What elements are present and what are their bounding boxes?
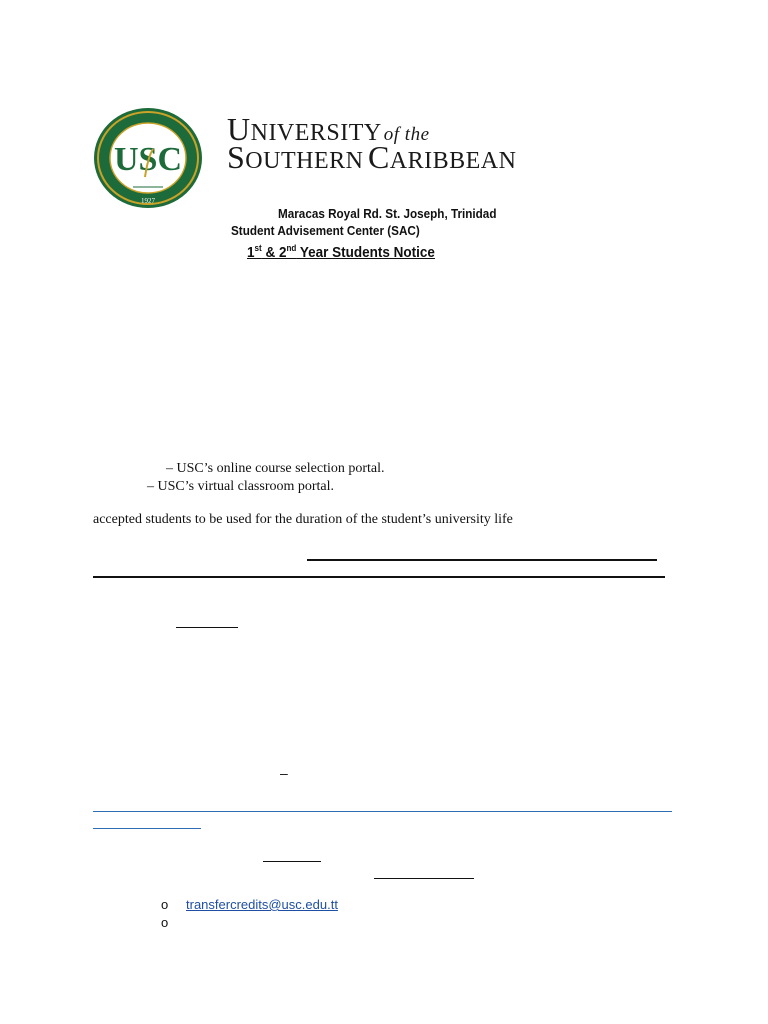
divider-rule-long (93, 576, 665, 578)
link-underline-continued[interactable] (93, 828, 201, 829)
divider-rule-short (307, 559, 657, 561)
dash-mark: – (280, 765, 288, 781)
bullet-marker: o (161, 915, 169, 930)
wordmark-line-1: UNIVERSITY of the (227, 111, 430, 147)
underline-fragment-3 (374, 878, 474, 879)
notice-title: 1st & 2nd Year Students Notice (247, 243, 435, 261)
seal-text: USC (113, 141, 183, 178)
underline-fragment (176, 627, 238, 628)
link-underline[interactable] (93, 811, 672, 812)
university-seal-logo (93, 107, 203, 209)
center-name: Student Advisement Center (SAC) (231, 223, 420, 238)
classroom-portal-line: – USC’s virtual classroom portal. (147, 479, 335, 494)
course-portal-line: – USC’s online course selection portal. (166, 461, 385, 476)
seal-year: 1927 (141, 197, 155, 205)
campus-address: Maracas Royal Rd. St. Joseph, Trinidad (278, 206, 497, 221)
wordmark-line-2: SOUTHERN CARIBBEAN (227, 139, 517, 175)
email-link[interactable]: transfercredits@usc.edu.tt (186, 897, 338, 912)
underline-fragment-2 (263, 861, 321, 862)
bullet-marker: o (161, 897, 169, 912)
account-usage-line: accepted students to be used for the duration of the student’s university life (93, 512, 513, 527)
